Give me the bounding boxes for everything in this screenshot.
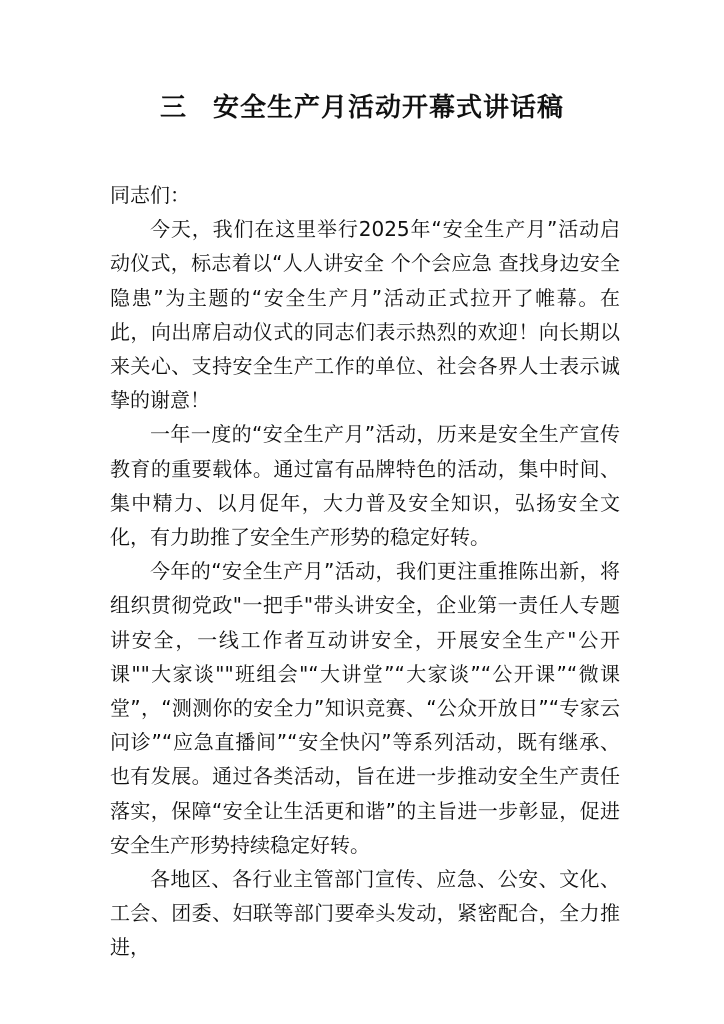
- salutation: 同志们：: [110, 183, 190, 207]
- paragraph-1: 今天，我们在这里举行2025年“安全生产月”活动启动仪式，标志着以“人人讲安全 个个会应急 查找身边安全隐患”为主题的“安全生产月”活动正式拉开了帷幕。在此，向出席启动仪式的同志们表示热烈的欢迎！向长期以来关心、支持安全生产工作的单位、社会各界人士表示诚挚的谢意！: [110, 217, 620, 413]
- title-number: 三: [159, 93, 187, 123]
- document-title: [0, 88, 724, 128]
- title-text: 安全生产月活动开幕式讲话稿: [213, 93, 565, 123]
- paragraph-4: 各地区、各行业主管部门宣传、应急、公安、文化、工会、团委、妇联等部门要牵头发动，紧密配合，全力推进，: [110, 867, 620, 960]
- paragraph-3: 今年的“安全生产月”活动，我们更注重推陈出新，将组织贯彻党政"一把手"带头讲安全，企业第一责任人专题讲安全，一线工作者互动讲安全，开展安全生产"公开课""大家谈""班组会"“大讲堂”“大家谈”“公开课”“微课堂”，“测测你的安全力”知识竞赛、“公众开放日”“专家云问诊”“应急直播间”“安全快闪”等系列活动，既有继承、也有发展。通过各类活动，旨在进一步推动安全生产责任落实，保障“安全让生活更和谐”的主旨进一步彰显，促进安全生产形势持续稳定好转。: [110, 559, 620, 857]
- paragraph-2: 一年一度的“安全生产月”活动，历来是安全生产宣传教育的重要载体。通过富有品牌特色的活动，集中时间、集中精力、以月促年，大力普及安全知识，弘扬安全文化，有力助推了安全生产形势的稳定好转。: [110, 422, 620, 550]
- document-body: [110, 178, 620, 965]
